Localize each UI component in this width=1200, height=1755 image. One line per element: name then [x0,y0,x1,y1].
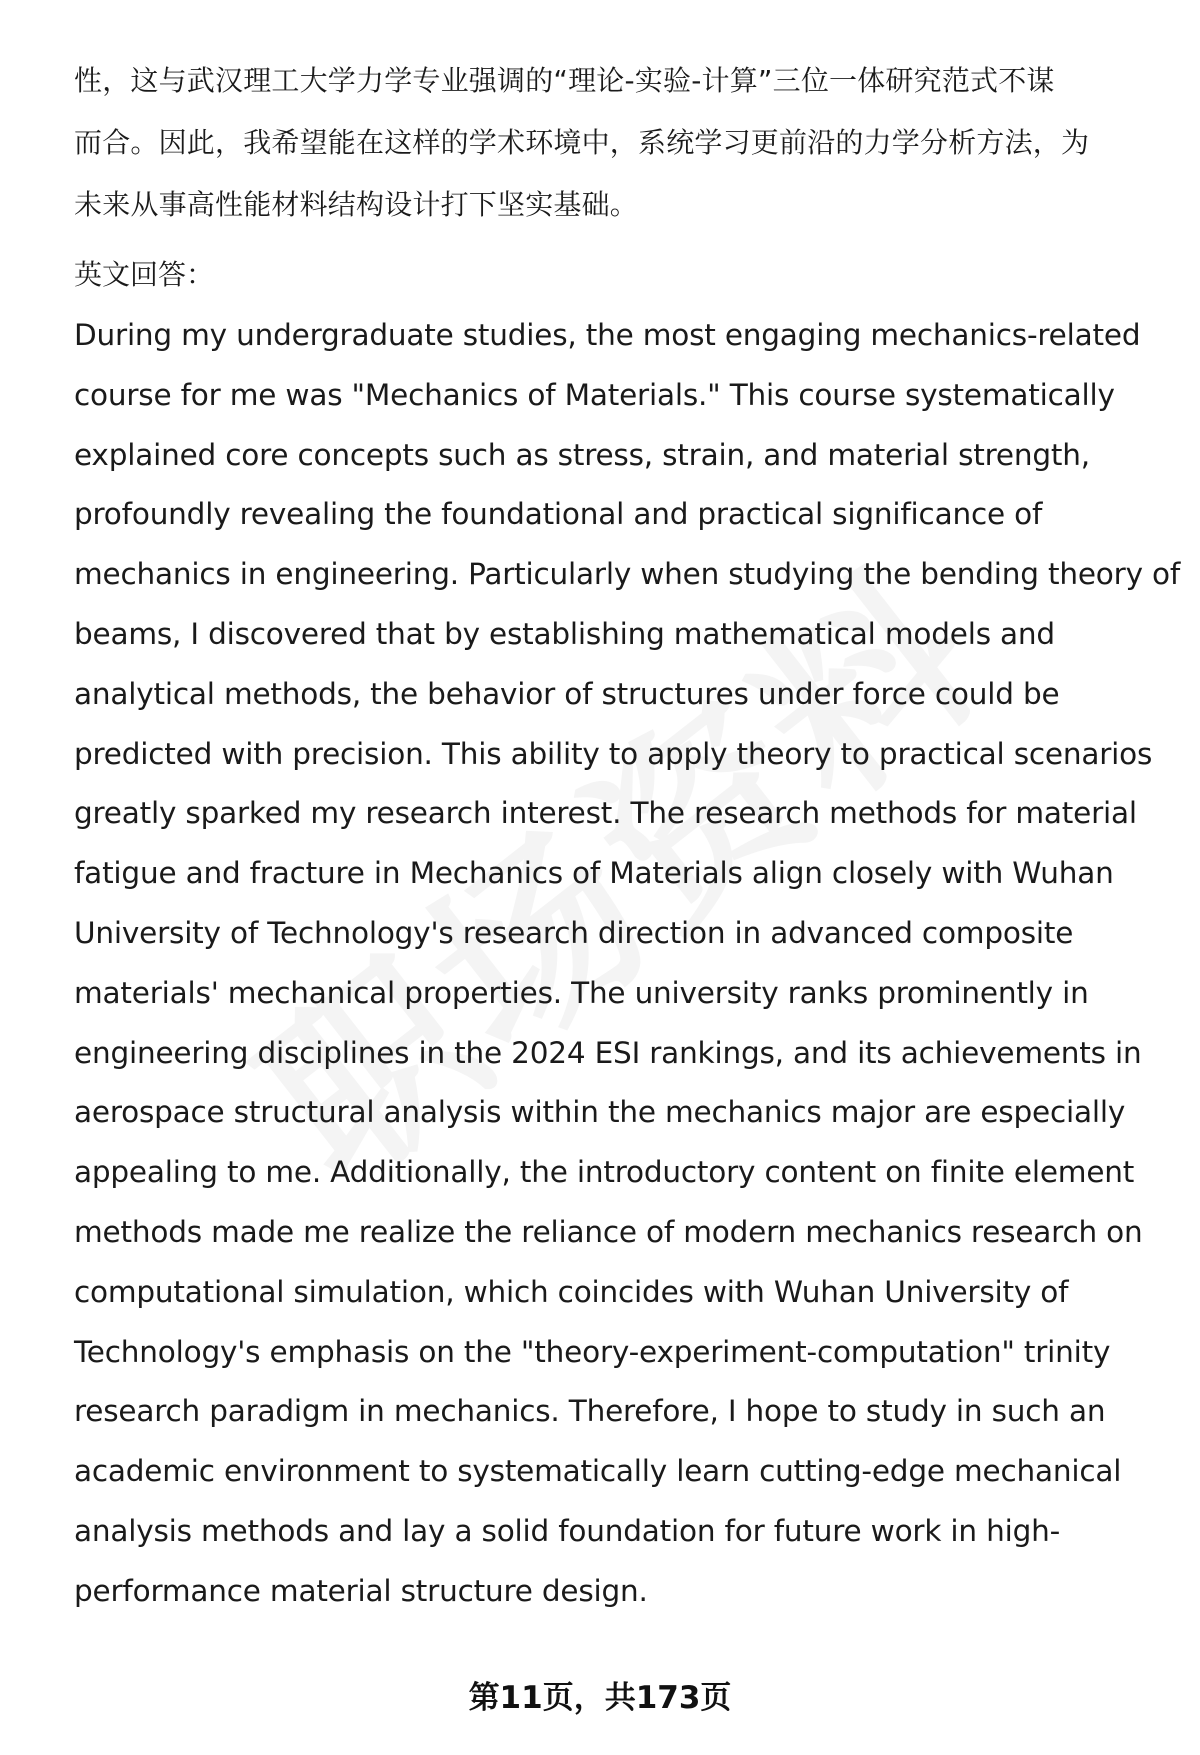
text-line: course for me was "Mechanics of Materials." This course systematically [74,377,1115,412]
text-line: 而合。因此，我希望能在这样的学术环境中，系统学习更前沿的力学分析方法，为 [74,126,1090,159]
english-answer-label: 英文回答： [74,258,215,291]
text-line: performance material structure design. [74,1573,648,1608]
text-line: University of Technology's research direction in advanced composite [74,915,1074,950]
text-line: explained core concepts such as stress, strain, and material strength, [74,437,1090,472]
text-line: analysis methods and lay a solid foundation for future work in high- [74,1513,1061,1548]
text-line: 性，这与武汉理工大学力学专业强调的“理论-实验-计算”三位一体研究范式不谋 [74,64,1055,97]
text-line: computational simulation, which coincides with Wuhan University of [74,1274,1069,1309]
text-line: beams, I discovered that by establishing mathematical models and [74,616,1055,651]
text-line: mechanics in engineering. Particularly when studying the bending theory of [74,557,1181,592]
text-line: Technology's emphasis on the "theory-experiment-computation" trinity [74,1334,1111,1369]
text-line: materials' mechanical properties. The university ranks prominently in [74,975,1089,1010]
text-line: aerospace structural analysis within the mechanics major are especially [74,1095,1126,1130]
text-line: profoundly revealing the foundational and practical significance of [74,497,1043,532]
text-line: fatigue and fracture in Mechanics of Materials align closely with Wuhan [74,856,1114,891]
text-line: 未来从事高性能材料结构设计打下坚实基础。 [74,188,639,221]
text-line: academic environment to systematically learn cutting-edge mechanical [74,1454,1122,1489]
text-line: During my undergraduate studies, the most engaging mechanics-related [74,318,1141,352]
page-content [74,50,1181,1622]
text-line: predicted with precision. This ability to apply theory to practical scenarios [74,736,1153,771]
english-answer-paragraph [74,306,1181,1622]
page-number-footer: 第11页，共173页 [468,1680,732,1716]
text-line: research paradigm in mechanics. Therefore, I hope to study in such an [74,1394,1106,1429]
text-line: appealing to me. Additionally, the introductory content on finite element [74,1155,1135,1190]
text-line: analytical methods, the behavior of structures under force could be [74,676,1060,711]
text-line: engineering disciplines in the 2024 ESI rankings, and its achievements in [74,1035,1142,1070]
chinese-answer-continuation [74,50,1154,236]
text-line: greatly sparked my research interest. The research methods for material [74,796,1137,831]
text-line: methods made me realize the reliance of modern mechanics research on [74,1214,1143,1249]
